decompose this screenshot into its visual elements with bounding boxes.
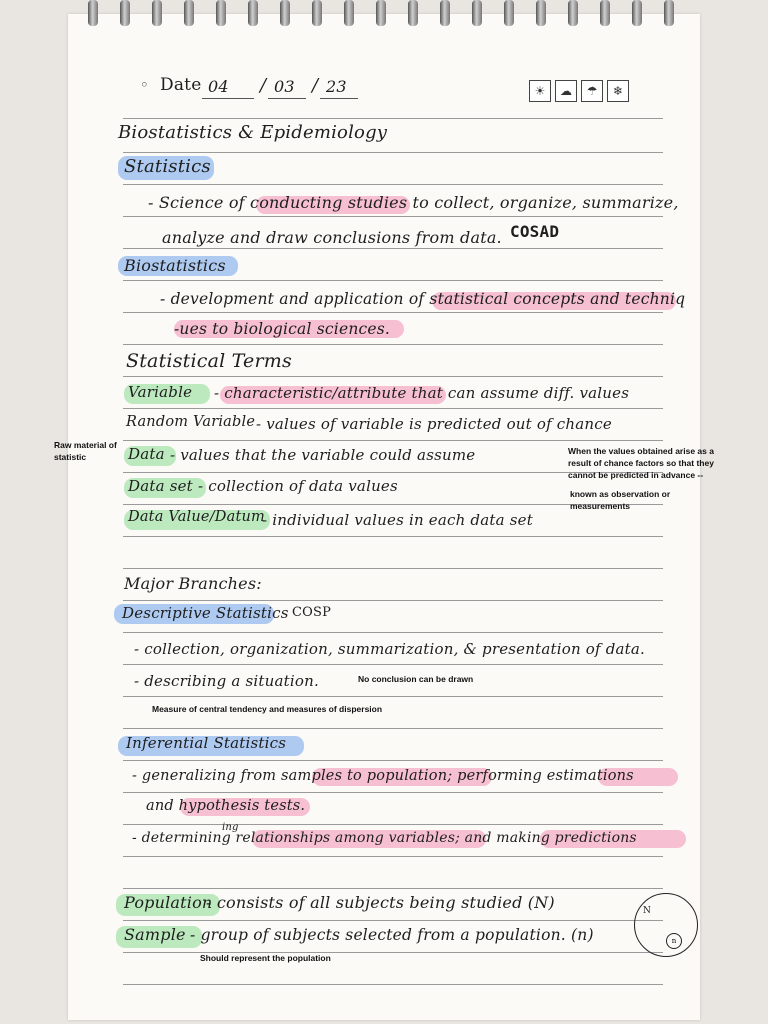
no-conclusion-note: No conclusion can be drawn [358, 674, 474, 684]
descriptive-line-1: - collection, organization, summarization, & presentation of data. [134, 640, 646, 658]
terms-heading: Statistical Terms [126, 350, 292, 372]
random-variable-label: Random Variable [126, 414, 256, 430]
ring [568, 0, 578, 26]
ring [472, 0, 482, 26]
date-label: Date [160, 75, 202, 95]
biostatistics-line-1: - development and application of statistical concepts and techniq [160, 290, 686, 308]
raw-material-note: Raw material of statistic [54, 440, 117, 462]
ing-superscript: ing [222, 822, 239, 833]
statistics-heading: Statistics [124, 156, 211, 177]
inferential-statistics-label: Inferential Statistics [126, 734, 287, 752]
observation-note: known as observation or measurements [570, 489, 671, 511]
ring [344, 0, 354, 26]
statistics-line-2: analyze and draw conclusions from data. [162, 228, 502, 247]
sun-icon: ☀ [529, 80, 551, 102]
biostatistics-line-2: -ues to biological sciences. [174, 320, 391, 338]
inferential-line-1: - generalizing from samples to population; performing estimations [132, 768, 634, 784]
ring [280, 0, 290, 26]
random-variable-definition: - values of variable is predicted out of chance [256, 415, 612, 433]
data-definition: - values that the variable could assume [170, 446, 476, 464]
population-definition: - consists of all subjects being studied (N) [206, 893, 555, 912]
ring [664, 0, 674, 26]
inferential-line-2: and hypothesis tests. [146, 798, 306, 814]
cosad-acronym: COSAD [510, 222, 560, 241]
population-label: Population [124, 893, 213, 912]
sample-label: Sample [124, 925, 186, 944]
datum-definition: - individual values in each data set [262, 511, 533, 529]
date-month: 03 [274, 77, 295, 96]
rain-icon: ☂ [581, 80, 603, 102]
variable-label: Variable [128, 383, 193, 401]
sample-definition: - group of subjects selected from a population. (n) [190, 926, 594, 944]
snow-icon: ❄ [607, 80, 629, 102]
measures-note: Measure of central tendency and measures of dispersion [152, 704, 383, 714]
ring [312, 0, 322, 26]
page-title: Biostatistics & Epidemiology [118, 122, 388, 143]
ring [120, 0, 130, 26]
represent-note: Should represent the population [200, 953, 331, 963]
ring [216, 0, 226, 26]
ring [248, 0, 258, 26]
ring [152, 0, 162, 26]
branches-heading: Major Branches: [124, 574, 262, 593]
data-label: Data [128, 445, 165, 463]
descriptive-line-2: - describing a situation. [134, 672, 319, 690]
statistics-line-1: - Science of conducting studies to collect, organize, summarize, [148, 193, 679, 212]
ring [440, 0, 450, 26]
date-day: 04 [208, 77, 229, 96]
spiral-binding [84, 0, 684, 30]
ring [504, 0, 514, 26]
population-symbol: N [643, 906, 652, 916]
sample-circle: n [666, 933, 682, 949]
cloud-icon: ☁ [555, 80, 577, 102]
cosp-acronym: COSP [292, 605, 332, 620]
inferential-line-3: - determining relationships among variables; and making predictions [132, 830, 637, 846]
ring [184, 0, 194, 26]
ring [536, 0, 546, 26]
date-year: 23 [326, 77, 347, 96]
ring [88, 0, 98, 26]
ring [376, 0, 386, 26]
chance-note: When the values obtained arise as a result of chance factors so that they cannot be predicted in advance -- [568, 446, 714, 480]
dataset-label: Data set [128, 477, 193, 495]
biostatistics-heading: Biostatistics [124, 256, 226, 275]
ring [632, 0, 642, 26]
ring [600, 0, 610, 26]
variable-definition: - characteristic/attribute that can assume diff. values [214, 384, 630, 402]
descriptive-statistics-label: Descriptive Statistics [122, 604, 289, 622]
bullet-icon: ◦ [140, 76, 150, 94]
ring [408, 0, 418, 26]
datum-label: Data Value/Datum [128, 509, 265, 525]
population-circle-diagram [634, 893, 698, 957]
dataset-definition: - collection of data values [198, 477, 398, 495]
